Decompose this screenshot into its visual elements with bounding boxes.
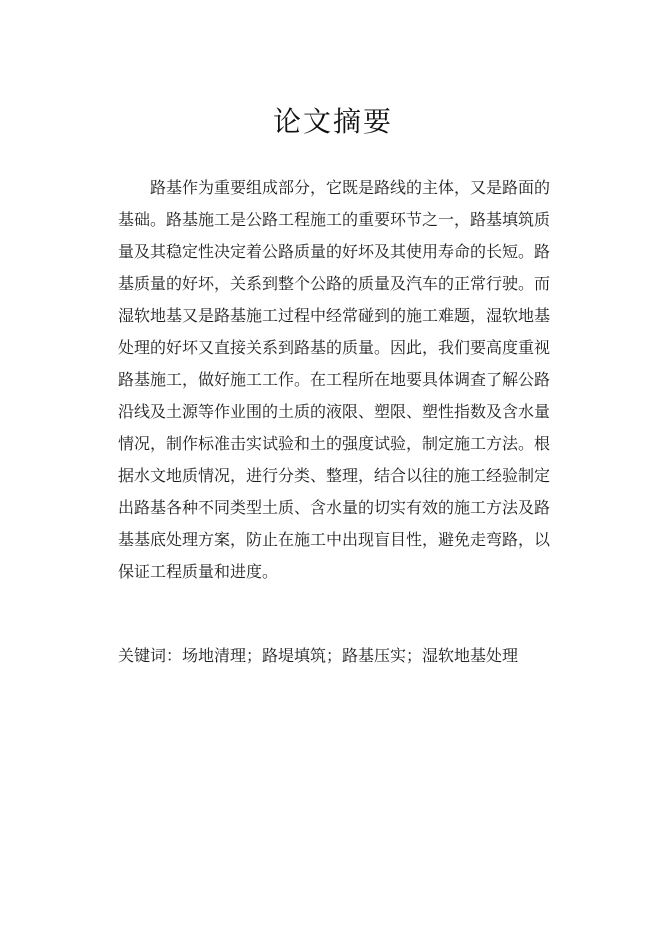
abstract-paragraph: 路基作为重要组成部分，它既是路线的主体，又是路面的基础。路基施工是公路工程施工的重要环节之一，路基填筑质量及其稳定性决定着公路质量的好坏及其使用寿命的长短。路基质量的好坏，关系到整个公路的质量及汽车的正常行驶。而湿软地基又是路基施工过程中经常碰到的施工难题，湿软地基处理的好坏又直接关系到路基的质量。因此，我们要高度重视路基施工，做好施工工作。在工程所在地要具体调查了解公路沿线及土源等作业围的土质的液限、塑限、塑性指数及含水量情况，制作标准击实试验和土的强度试验，制定施工方法。根据水文地质情况，进行分类、整理，结合以往的施工经验制定出路基各种不同类型土质、含水量的切实有效的施工方法及路基基底处理方案，防止在施工中出现盲目性，避免走弯路，以保证工程质量和进度。 bbox=[118, 178, 551, 581]
keywords-label: 关键词： bbox=[118, 646, 183, 665]
page-title: 论文摘要 bbox=[272, 105, 393, 138]
keywords-line bbox=[118, 642, 558, 670]
keywords-list: 场地清理；路堤填筑；路基压实；湿软地基处理 bbox=[182, 646, 519, 665]
